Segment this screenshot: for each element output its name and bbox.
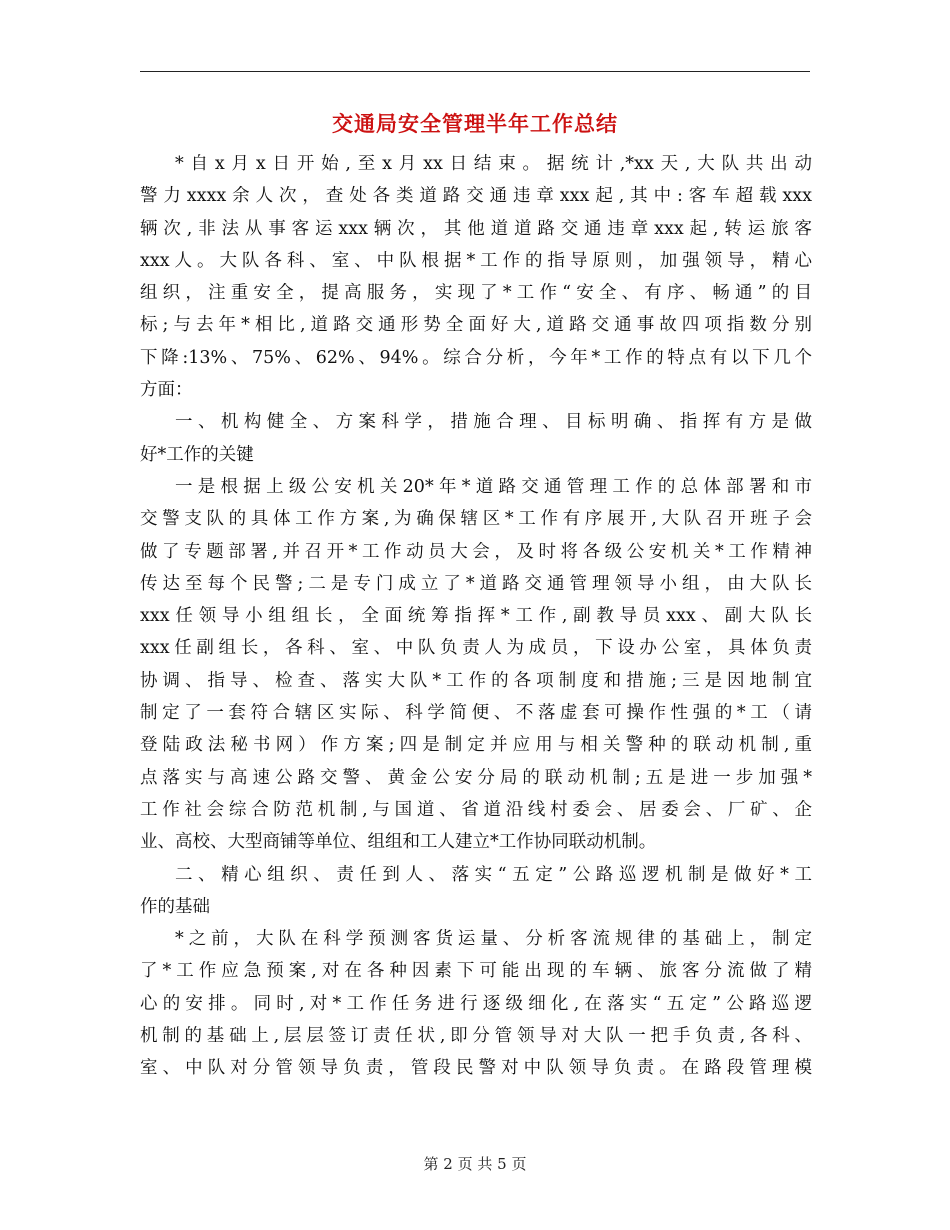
text-line: 下降:13%、75%、62%、94%。综合分析，今年*工作的特点有以下几个 <box>140 347 812 368</box>
text-line: 制定了一套符合辖区实际、科学简便、不落虚套可操作性强的*工（请 <box>140 703 812 724</box>
text-line: 二、精心组织、责任到人、落实“五定”公路巡逻机制是做好*工 <box>175 864 812 885</box>
document-title: 交通局安全管理半年工作总结 <box>332 112 618 136</box>
text-line: *之前，大队在科学预测客货运量、分析客流规律的基础上，制定 <box>175 929 812 950</box>
text-line: 辆次,非法从事客运xxx辆次，其他道道路交通违章xxx起,转运旅客 <box>140 218 812 239</box>
text-line: xxx人。大队各科、室、中队根据*工作的指导原则，加强领导，精心 <box>140 250 812 271</box>
text-line: 心的安排。同时,对*工作任务进行逐级细化,在落实“五定”公路巡逻 <box>140 993 812 1014</box>
text-line: *自x月x日开始,至x月xx日结束。据统计,*xx天,大队共出动 <box>175 154 812 174</box>
document-body <box>140 148 812 1085</box>
text-line: 登陆政法秘书网）作方案;四是制定并应用与相关警种的联动机制,重 <box>140 735 812 756</box>
text-line: 协调、指导、检查、落实大队*工作的各项制度和措施;三是因地制宜 <box>140 670 812 691</box>
text-line: 做了专题部署,并召开*工作动员大会，及时将各级公安机关*工作精神 <box>140 541 812 562</box>
text-line: 组织，注重安全，提高服务，实现了*工作“安全、有序、畅通”的目 <box>140 283 812 304</box>
text-line: 传达至每个民警;二是专门成立了*道路交通管理领导小组，由大队长 <box>140 573 812 594</box>
text-line: 一是根据上级公安机关20*年*道路交通管理工作的总体部署和市 <box>175 476 812 497</box>
text-line: 作的基础 <box>140 896 210 917</box>
text-line: 交警支队的具体工作方案,为确保辖区*工作有序展开,大队召开班子会 <box>140 509 812 530</box>
text-line: 工作社会综合防范机制,与国道、省道沿线村委会、居委会、厂矿、企 <box>140 799 812 820</box>
text-line: 好*工作的关键 <box>140 444 254 465</box>
text-line: 业、高校、大型商铺等单位、组组和工人建立*工作协同联动机制。 <box>140 832 657 853</box>
text-line: 标;与去年*相比,道路交通形势全面好大,道路交通事故四项指数分别 <box>140 315 812 336</box>
text-line: xxx任副组长，各科、室、中队负责人为成员，下设办公室，具体负责 <box>140 638 812 659</box>
header-rule <box>140 71 810 72</box>
text-line: 警力xxxx余人次，查处各类道路交通违章xxx起,其中:客车超载xxx <box>140 186 812 207</box>
page-footer: 第 2 页 共 5 页 <box>423 1155 527 1173</box>
text-line: 方面： <box>140 380 193 401</box>
text-line: 机制的基础上,层层签订责任状,即分管领导对大队一把手负责,各科、 <box>140 1026 812 1047</box>
text-line: 点落实与高速公路交警、黄金公安分局的联动机制;五是进一步加强* <box>140 767 812 788</box>
text-line: xxx任领导小组组长，全面统筹指挥*工作,副教导员xxx、副大队长 <box>140 606 812 627</box>
text-line: 一、机构健全、方案科学，措施合理、目标明确、指挥有方是做 <box>175 412 812 433</box>
text-line: 室、中队对分管领导负责，管段民警对中队领导负责。在路段管理模 <box>140 1058 812 1079</box>
text-line: 了*工作应急预案,对在各种因素下可能出现的车辆、旅客分流做了精 <box>140 961 812 982</box>
